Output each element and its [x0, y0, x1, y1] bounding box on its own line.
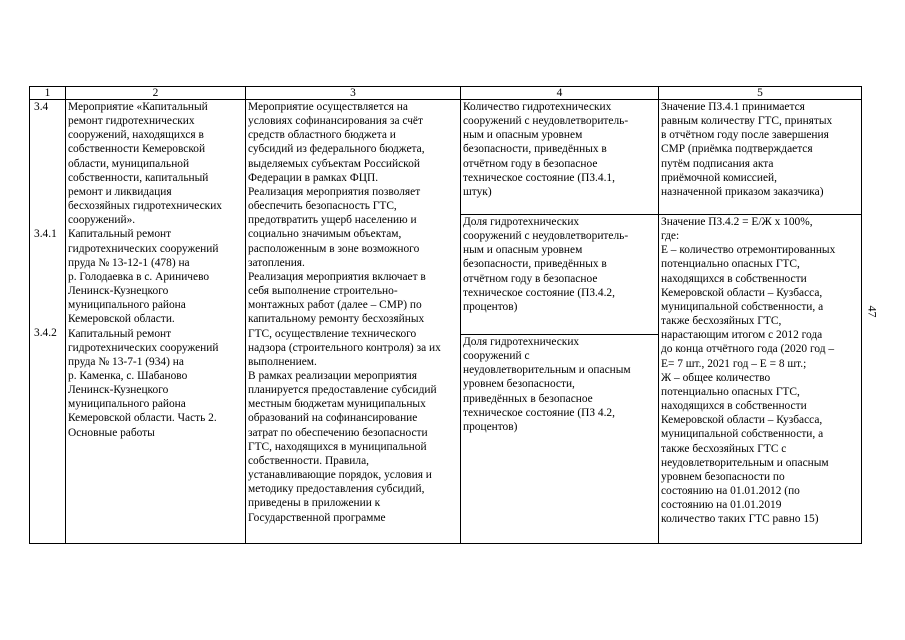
- item-number-3-4-2: 3.4.2: [34, 327, 57, 340]
- indicator-3-cell: Доля гидротехнических сооружений с неудовлетворительным и опасным уровнем безопасности, приведённых в безопасное техническое состояние (ПЗ 4.2, процентов): [461, 335, 659, 544]
- content-row-1: [30, 100, 862, 215]
- measure-3-4-2-text: Капитальный ремонт гидротехнических сооружений пруда № 13-7-1 (934) на р. Каменка, с. Шабаново Ленинск-Кузнецкого муниципального района Кемеровской области. Часть 2. Основные работы: [68, 327, 219, 439]
- measure-3-4-text: Мероприятие «Капитальный ремонт гидротехнических сооружений, находящихся в собственности Кемеровской области, муниципальной собственности, капитальный ремонт и ликвидация бесхозяйных гидротехнических сооружений».: [68, 101, 222, 227]
- item-number-3-4: 3.4: [34, 101, 49, 113]
- header-cell-2: 2: [66, 87, 246, 100]
- header-cell-5: 5: [659, 87, 862, 100]
- page-number: 47: [865, 305, 880, 318]
- indicator-2-cell: Доля гидротехнических сооружений с неудовлетворитель- ным и опасным уровнем безопасности, приведённых в отчётном году в безопасное техническое состояние (ПЗ.4.2, процентов): [461, 215, 659, 335]
- calculation-1-cell: Значение ПЗ.4.1 принимается равным количеству ГТС, принятых в отчётном году после завершения СМР (приёмка подтверждается путём подписания акта приёмочной комиссией, назначенной приказом заказчика): [659, 100, 862, 215]
- calculation-2-cell: Значение ПЗ.4.2 = Е/Ж х 100%, где: Е – количество отремонтированных потенциально опасных ГТС, находящихся в собственности Кемеровской области – Кузбасса, муниципальной собственности, а также бесхозяйных ГТС, нарастающим итогом с 2012 года до конца отчётного года (2020 год – Е= 7 шт., 2021 год – Е = 8 шт.; Ж – общее количество потенциально опасных ГТС, находящихся в собственности Кемеровской области – Кузбасса, муниципальной собственности, а также бесхозяйных ГТС с неудовлетворительным и опасным уровнем безопасности по состоянию на 01.01.2012 (по состоянию на 01.01.2019 количество таких ГТС равно 15): [659, 215, 862, 544]
- header-cell-4: 4: [461, 87, 659, 100]
- program-table: [29, 86, 862, 544]
- header-row: [30, 87, 862, 100]
- header-cell-3: 3: [246, 87, 461, 100]
- number-cell: [30, 100, 66, 544]
- header-cell-1: 1: [30, 87, 66, 100]
- description-cell: Мероприятие осуществляется на условиях софинансирования за счёт средств областного бюджета и субсидий из федерального бюджета, выделяемых субъектам Российской Федерации в рамках ФЦП. Реализация мероприятия позволяет обеспечить безопасность ГТС, предотвратить ущерб населению и социально значимым объектам, расположенным в зоне возможного затопления. Реализация мероприятия включает в себя выполнение строительно- монтажных работ (далее – СМР) по капитальному ремонту бесхозяйных ГТС, осуществление технического надзора (строительного контроля) за их выполнением. В рамках реализации мероприятия планируется предоставление субсидий местным бюджетам муниципальных образований на софинансирование затрат по обеспечению безопасности ГТС, находящихся в муниципальной собственности. Правила, устанавливающие порядок, условия и методику предоставления субсидий, приведены в приложении к Государственной программе: [246, 100, 461, 544]
- measure-3-4-1-text: Капитальный ремонт гидротехнических сооружений пруда № 13-12-1 (478) на р. Голодаевка в с. Ариничево Ленинск-Кузнецкого муниципального района Кемеровской области.: [68, 228, 219, 326]
- item-number-3-4-1: 3.4.1: [34, 228, 57, 241]
- indicator-1-cell: Количество гидротехнических сооружений с неудовлетворитель- ным и опасным уровнем безопасности, приведённых в отчётном году в безопасное техническое состояние (ПЗ.4.1, штук): [461, 100, 659, 215]
- measure-cell: [66, 100, 246, 544]
